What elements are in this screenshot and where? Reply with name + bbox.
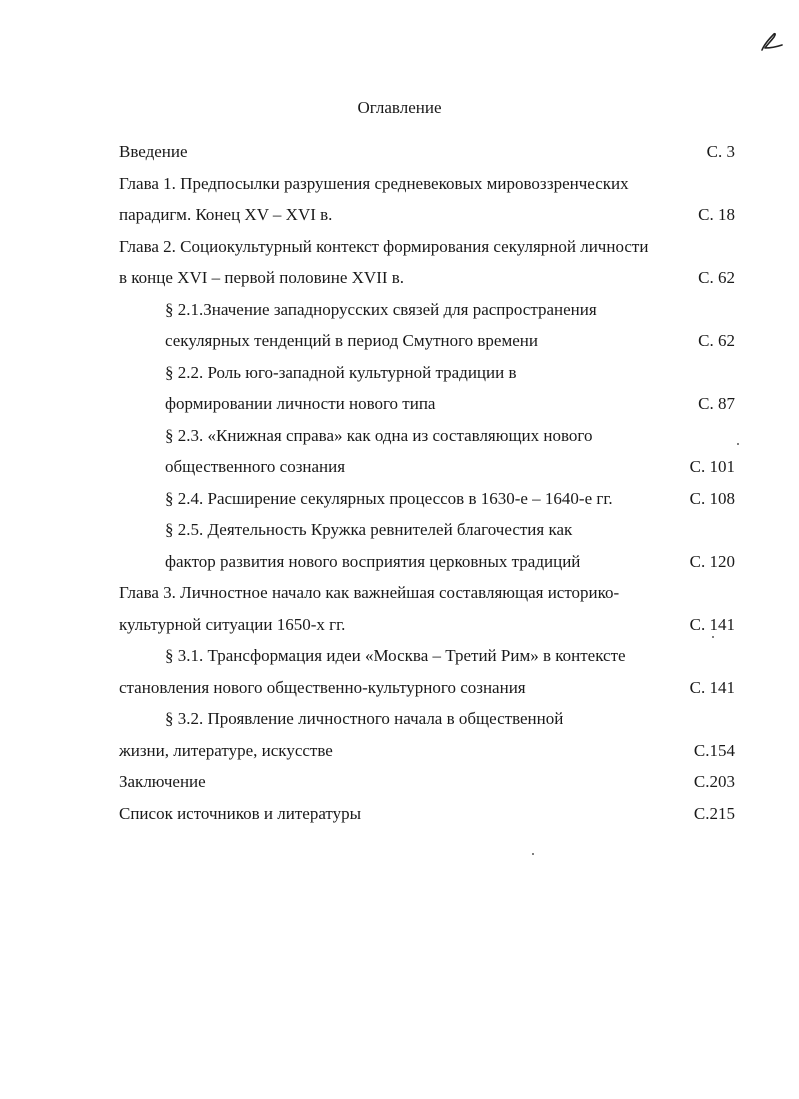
toc-page-number: С. 3 <box>706 142 735 161</box>
toc-entry-text: фактор развития нового восприятия церковных традиций <box>165 552 581 571</box>
toc-line <box>165 331 735 355</box>
toc-page-number: С. 120 <box>689 552 735 571</box>
scan-speck <box>712 636 714 638</box>
toc-page-number: С.203 <box>693 772 735 791</box>
toc-line <box>165 363 735 387</box>
toc-line <box>119 174 735 198</box>
toc-page-number: С. 141 <box>689 678 735 697</box>
toc-line <box>165 552 735 576</box>
toc-page-number: С.215 <box>693 804 735 823</box>
toc-entry-text: общественного сознания <box>165 457 346 476</box>
toc-line <box>119 772 735 796</box>
scan-speck <box>737 443 739 445</box>
toc-entry-text: § 2.3. «Книжная справа» как одна из составляющих нового <box>165 426 593 445</box>
toc-page-number: С. 18 <box>698 205 735 224</box>
toc-line <box>119 205 735 229</box>
toc-entry-text: в конце XVI – первой половине XVII в. <box>119 268 405 287</box>
toc-entry-text: § 2.1.Значение западнорусских связей для распространения <box>165 300 597 319</box>
toc-page-number: С. 141 <box>689 615 735 634</box>
toc-line <box>165 457 735 481</box>
toc-line <box>119 678 735 702</box>
toc-line <box>165 489 735 513</box>
toc-entry-text: формировании личности нового типа <box>165 394 436 413</box>
toc-entry-text: Глава 1. Предпосылки разрушения средневековых мировоззренческих <box>119 174 629 193</box>
toc-entry-text: § 2.5. Деятельность Кружка ревнителей благочестия как <box>165 520 573 539</box>
toc-entry-text: Список источников и литературы <box>119 804 362 823</box>
toc-entry-text: Глава 2. Социокультурный контекст формирования секулярной личности <box>119 237 649 256</box>
toc-page-number: С. 62 <box>698 331 735 350</box>
toc-page-number: С. 108 <box>689 489 735 508</box>
toc-entry-text: § 2.4. Расширение секулярных процессов в 1630-е – 1640-е гг. <box>165 489 613 508</box>
handwritten-page-number <box>756 28 786 54</box>
toc-entry-text: Глава 3. Личностное начало как важнейшая составляющая историко- <box>119 583 620 602</box>
toc-entry-text: становления нового общественно-культурного сознания <box>119 678 526 697</box>
scan-speck <box>532 853 534 855</box>
toc-page-number: С.154 <box>693 741 735 760</box>
toc-line <box>119 741 735 765</box>
toc-entry-text: § 2.2. Роль юго-западной культурной традиции в <box>165 363 517 382</box>
toc-entry-text: § 3.1. Трансформация идеи «Москва – Третий Рим» в контексте <box>165 646 626 665</box>
toc-page-number: С. 62 <box>698 268 735 287</box>
toc-page-number: С. 101 <box>689 457 735 476</box>
toc-entry-text: § 3.2. Проявление личностного начала в общественной <box>165 709 564 728</box>
toc-entry-text: Введение <box>119 142 188 161</box>
toc-entry-text: секулярных тенденций в период Смутного времени <box>165 331 538 350</box>
toc-line <box>119 142 735 166</box>
toc-line <box>165 520 735 544</box>
toc-title: Оглавление <box>357 98 442 117</box>
toc-line <box>119 804 735 828</box>
toc-line <box>165 426 735 450</box>
toc-line <box>119 268 735 292</box>
toc-entry-text: парадигм. Конец XV – XVI в. <box>119 205 333 224</box>
toc-line <box>119 583 735 607</box>
toc-line <box>119 615 735 639</box>
toc-line <box>165 646 735 670</box>
toc-entry-text: Заключение <box>119 772 206 791</box>
toc-line <box>165 709 735 733</box>
toc-page-number: С. 87 <box>698 394 735 413</box>
toc-line <box>165 300 735 324</box>
toc-line <box>119 237 735 261</box>
toc-line <box>165 394 735 418</box>
toc-entry-text: жизни, литературе, искусстве <box>119 741 333 760</box>
toc-entry-text: культурной ситуации 1650-х гг. <box>119 615 346 634</box>
